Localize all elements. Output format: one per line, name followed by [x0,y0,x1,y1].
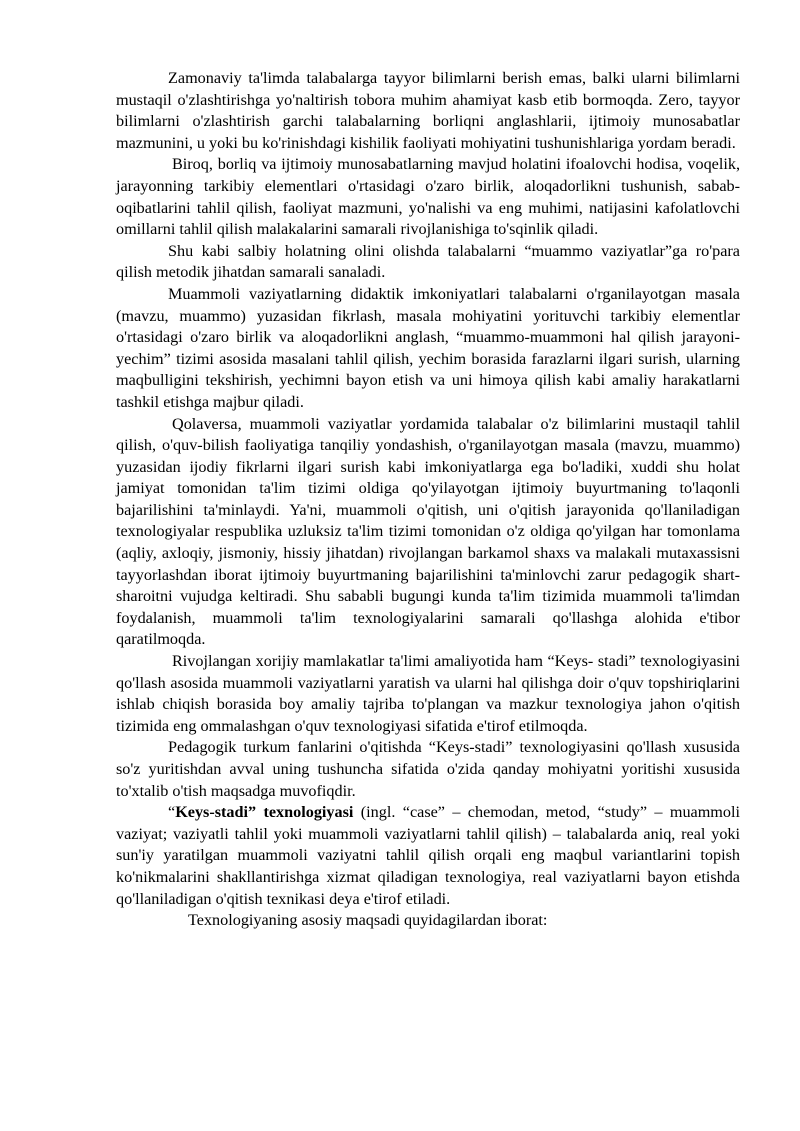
paragraph-2: Biroq, borliq va ijtimoiy munosabatlarning mavjud holatini ifoalovchi hodisa, voqelik, jarayonning tarkibiy elementlari o'rtasidagi o'zaro birlik, aloqadorlikni tushunish, sabab-oqibatlarini tahlil qilish, faoliyat mazmuni, yo'nalishi va eng muhimi, natijasini kafolatlovchi omillarni tahlil qilish malakalarini samarali rivojlanishiga to'sqinlik qiladi. [116,155,740,239]
document-body [116,68,740,932]
definition-open-quote: “ [168,803,176,822]
definition-text: (ingl. “case” – chemodan, metod, “study” – muammoli vaziyat; vaziyatli tahlil yoki muammoli vaziyatlarni tahlil qilish) – talabalarda aniq, real yoki sun'iy yaratilgan muammoli vaziyatni tahlil qilish orqali eng maqbul variantlarini topish ko'nikmalarini shakllantirishga xizmat qiladigan texnologiya, real vaziyatlarni bayon etishda qo'llaniladigan o'qitish texnikasi deya e'tirof etiladi. [116,803,740,908]
paragraph-7: Pedagogik turkum fanlarini o'qitishda “Keys-stadi” texnologiyasini qo'llash xususida so'z yuritishdan avval uning tushuncha sifatida o'zida qanday mohiyatni yoritishi xususida to'xtalib o'tish maqsadga muvofiqdir. [116,738,740,800]
closing-line: Texnologiyaning asosiy maqsadi quyidagilardan iborat: [188,911,548,930]
paragraph-5: Qolaversa, muammoli vaziyatlar yordamida talabalar o'z bilimlarini mustaqil tahlil qilish, o'quv-bilish faoliyatiga tanqiliy yondashish, o'rganilayotgan masala (mavzu, muammo) yuzasidan ijodiy fikrlarni ilgari surish kabi imkoniyatlarga ega bo'ladiki, xuddi shu holat jamiyat tomonidan ta'lim tizimi oldiga qo'yilayotgan ijtimoiy buyurtmaning to'laqonli bajarilishini ta'minlaydi. Ya'ni, muammoli o'qitish, uni o'qitish jarayonida qo'llaniladigan texnologiyalar respublika uzluksiz ta'lim tizimi tomonidan o'z oldiga qo'yilgan har tomonlama (aqliy, axloqiy, jismoniy, hissiy jihatdan) rivojlangan barkamol shaxs va malakali mutaxassisni tayyorlashdan iborat ijtimoiy buyurtmaning bajarilishini ta'minlovchi zarur pedagogik shart-sharoitni vujudga keltiradi. Shu sababli bugungi kunda ta'lim tizimida muammoli ta'limdan foydalanish, muammoli ta'lim texnologiyalarini samarali qo'llashga alohida e'tibor qaratilmoqda. [116,414,740,649]
definition-paragraph [116,802,740,910]
paragraph-4: Muammoli vaziyatlarning didaktik imkoniyatlari talabalarni o'rganilayotgan masala (mavzu, muammo) yuzasidan fikrlash, masala mohiyatini yorituvchi tarkibiy elementlar o'rtasidagi o'zaro birlik va aloqadorlikni anglash, “muammo-muammoni hal qilish jarayoni-yechim” tizimi asosida masalani tahlil qilish, yechim borasida farazlarni ilgari surish, ularning maqbulligini tekshirish, yechimni bayon etish va uni himoya qilish kabi amaliy harakatlarni tashkil etishga majbur qiladi. [116,284,740,411]
paragraph-1: Zamonaviy ta'limda talabalarga tayyor bilimlarni berish emas, balki ularni bilimlarni mustaqil o'zlashtirishga yo'naltirish tobora muhim ahamiyat kasb etib bormoqda. Zero, tayyor bilimlarni o'zlashtirish garchi talabalarning borliqni anglashlarii, ijtimoiy munosabatlar mazmunini, u yoki bu ko'rinishdagi kishilik faoliyati mohiyatini tushunishlariga yordam beradi. [116,69,740,152]
definition-term: Keys-stadi” texnologiyasi [175,803,354,822]
paragraph-3: Shu kabi salbiy holatning olini olishda talabalarni “muammo vaziyatlar”ga ro'para qilish metodik jihatdan samarali sanaladi. [116,241,740,282]
paragraph-6: Rivojlangan xorijiy mamlakatlar ta'limi amaliyotida ham “Keys- stadi” texnologiyasini qo'llash asosida muammoli vaziyatlarni yaratish va ularni hal qilishga doir o'quv topshiriqlarini ishlab chiqish borasida boy amaliy tajriba to'plangan va mazkur texnologiya jahon o'qitish tizimida eng ommalashgan o'quv texnologiyasi sifatida e'tirof etilmoqda. [116,652,740,735]
